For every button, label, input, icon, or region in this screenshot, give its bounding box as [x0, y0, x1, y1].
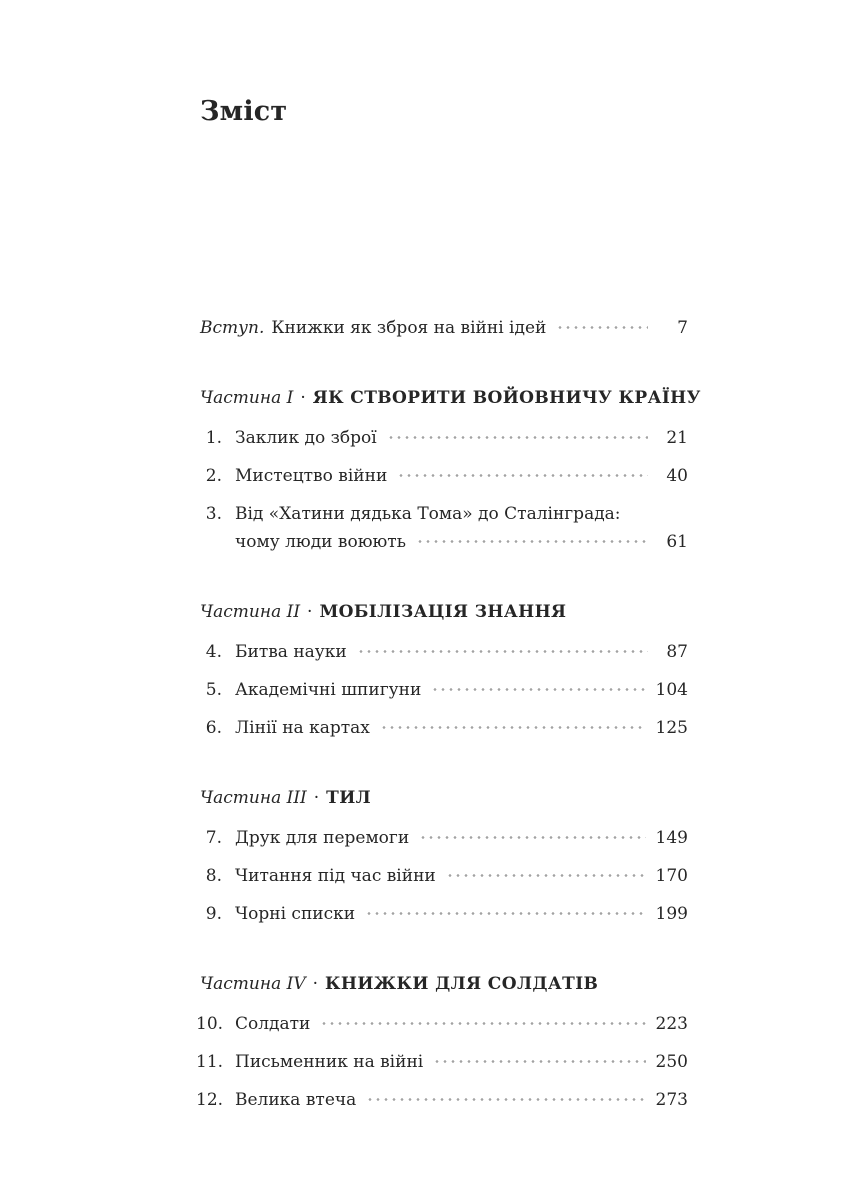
toc-intro-entry — [200, 317, 688, 339]
dotted-leader — [556, 321, 648, 333]
dotted-leader — [446, 869, 646, 881]
part-label: Частина I — [200, 388, 294, 408]
dotted-leader — [365, 907, 645, 919]
entry-title: Академічні шпигуни — [235, 680, 422, 700]
part-label: Частина III — [200, 788, 307, 808]
toc-part — [196, 787, 688, 925]
toc-part — [196, 973, 688, 1111]
entry-number: 6. — [205, 718, 222, 738]
part-title: МОБІЛІЗАЦІЯ ЗНАННЯ — [319, 602, 567, 622]
entry-body — [235, 1089, 688, 1111]
toc-entry — [196, 865, 688, 887]
separator-dot: · — [300, 388, 306, 408]
entry-body — [235, 717, 688, 739]
entry-body — [235, 465, 688, 487]
entry-body — [235, 427, 688, 449]
entry-title: Солдати — [235, 1014, 311, 1034]
toc-entry — [196, 1089, 688, 1111]
entry-title: Заклик до зброї — [235, 428, 377, 448]
part-title: ЯК СТВОРИТИ ВОЙОВНИЧУ КРАЇНУ — [312, 388, 701, 408]
entry-number: 1. — [205, 428, 222, 448]
separator-dot: · — [313, 788, 320, 808]
toc-entry — [196, 1051, 688, 1073]
part-label: Частина IV — [200, 974, 306, 994]
entry-page-number: 104 — [655, 680, 688, 700]
separator-dot: · — [312, 974, 319, 994]
toc-entry — [196, 503, 688, 553]
intro-title: Книжки як зброя на війні ідей — [271, 318, 547, 338]
entry-body — [235, 865, 688, 887]
entry-body — [235, 641, 688, 663]
entry-body — [235, 503, 688, 553]
entry-number: 8. — [205, 866, 222, 886]
dotted-leader — [397, 469, 648, 481]
toc-entry — [196, 427, 688, 449]
entry-page-number: 40 — [666, 466, 688, 486]
entry-title: Письменник на війні — [235, 1052, 424, 1072]
entry-number: 3. — [205, 504, 222, 524]
toc-entry — [196, 641, 688, 663]
dotted-leader — [387, 431, 648, 443]
entry-title-line-1: Від «Хатини дядька Тома» до Сталінграда: — [235, 504, 621, 524]
entry-page-number: 7 — [677, 318, 688, 338]
entry-title-line-2: чому люди воюють — [235, 532, 406, 552]
entry-title: Битва науки — [235, 642, 347, 662]
entry-body — [235, 903, 688, 925]
part-heading — [200, 787, 688, 809]
dotted-leader — [357, 645, 648, 657]
toc-entry — [196, 827, 688, 849]
entry-number: 2. — [205, 466, 222, 486]
entry-title: Читання під час війни — [235, 866, 436, 886]
dotted-leader — [433, 1055, 645, 1067]
toc-entry — [196, 717, 688, 739]
entry-page-number: 149 — [655, 828, 688, 848]
toc-entry — [196, 903, 688, 925]
entry-title: Друк для перемоги — [235, 828, 410, 848]
table-of-contents — [196, 96, 701, 1111]
entry-page-number: 87 — [666, 642, 688, 662]
entry-number: 12. — [196, 1090, 224, 1110]
entry-number: 11. — [196, 1052, 224, 1072]
entry-page-number: 223 — [655, 1014, 688, 1034]
part-title: ТИЛ — [326, 788, 372, 808]
entry-title: Велика втеча — [235, 1090, 357, 1110]
dotted-leader — [366, 1093, 645, 1105]
entry-number: 9. — [205, 904, 222, 924]
dotted-leader — [416, 535, 648, 547]
entry-number: 7. — [205, 828, 222, 848]
entry-body — [235, 827, 688, 849]
entry-page-number: 61 — [666, 532, 688, 552]
entry-number: 5. — [205, 680, 222, 700]
entry-page-number: 250 — [655, 1052, 688, 1072]
toc-entry — [196, 679, 688, 701]
entry-number: 4. — [205, 642, 222, 662]
contents-title: Зміст — [200, 96, 288, 127]
entry-body — [235, 1013, 688, 1035]
entry-title: Мистецтво війни — [235, 466, 388, 486]
entry-page-number: 170 — [655, 866, 688, 886]
part-heading — [200, 387, 701, 409]
separator-dot: · — [307, 602, 313, 622]
entry-title: Лінії на картах — [235, 718, 370, 738]
dotted-leader — [320, 1017, 645, 1029]
part-heading — [200, 601, 688, 623]
toc-entry — [196, 1013, 688, 1035]
entry-body — [235, 679, 688, 701]
entry-page-number: 21 — [666, 428, 688, 448]
entry-page-number: 273 — [655, 1090, 688, 1110]
entry-page-number: 125 — [655, 718, 688, 738]
dotted-leader — [431, 683, 645, 695]
toc-part — [196, 387, 701, 553]
entry-page-number: 199 — [655, 904, 688, 924]
dotted-leader — [419, 831, 645, 843]
part-label: Частина II — [200, 602, 301, 622]
toc-entry — [196, 465, 688, 487]
part-title: КНИЖКИ ДЛЯ СОЛДАТІВ — [325, 974, 599, 994]
intro-label: Вступ. — [200, 318, 265, 338]
part-heading — [200, 973, 688, 995]
entry-title: Чорні списки — [235, 904, 356, 924]
entry-number: 10. — [196, 1014, 224, 1034]
toc-part — [196, 601, 688, 739]
entry-body — [235, 1051, 688, 1073]
dotted-leader — [380, 721, 646, 733]
